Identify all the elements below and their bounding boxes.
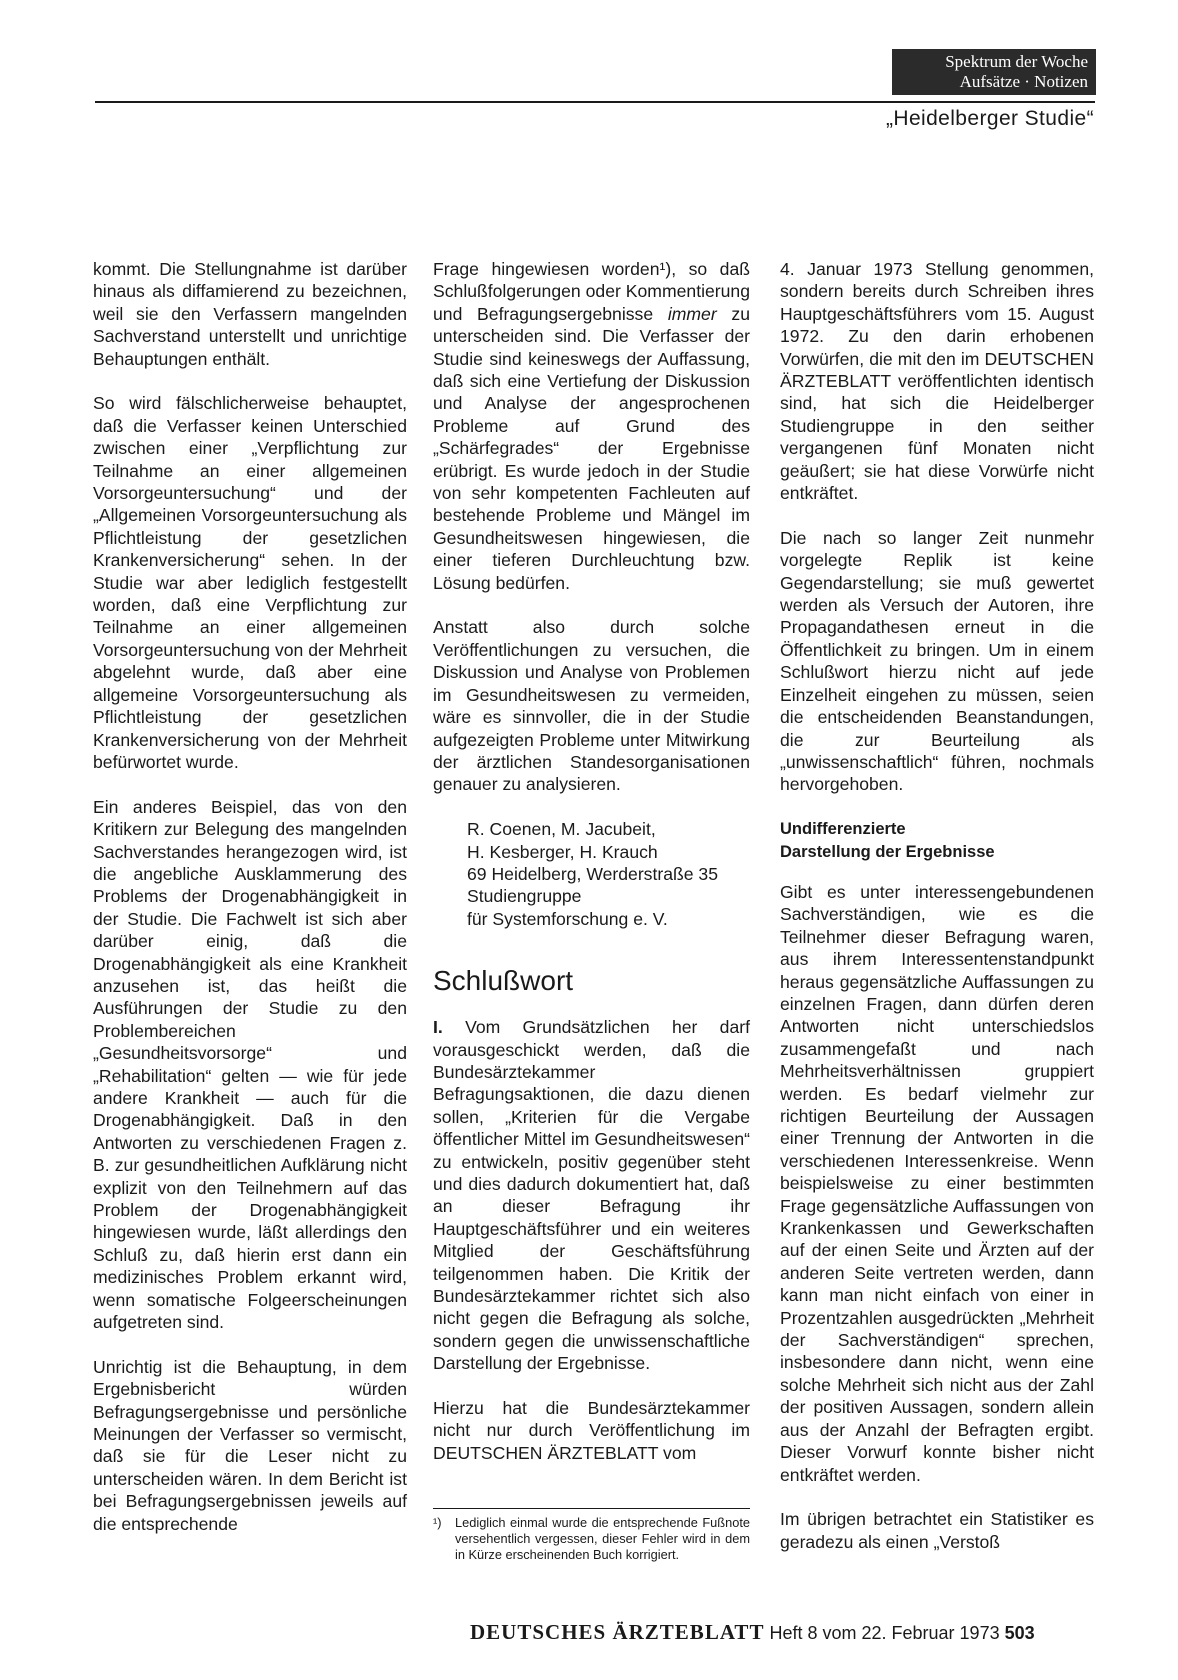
journal-name: DEUTSCHES ÄRZTEBLATT (470, 1620, 765, 1644)
text-run: Frage hingewiesen worden¹), so daß Schlußfolgerungen oder Kommentierung und Befragungsergebnisse (433, 259, 750, 324)
section-title: Schlußwort (433, 965, 574, 997)
running-title: „Heidelberger Studie“ (885, 107, 1094, 130)
signature-line: Studiengruppe (467, 886, 582, 907)
paragraph: kommt. Die Stellungnahme ist darüber hinaus als diffamierend zu bezeichnen, weil sie den Verfassern mangelnden Sachverstand unterstellt und unrichtige Behauptungen enthält. (93, 259, 407, 369)
signature-line: für Systemforschung e. V. (467, 908, 668, 929)
section-badge (892, 49, 1096, 95)
column-2 (433, 258, 750, 1487)
text-run: Vom Grundsätzlichen her darf vorausgeschickt werden, daß die Bundesärztekammer Befragungsaktionen, die dazu dienen sollen, „Kriterien für die Vergabe öffentlicher Mittel im Gesundheitswesen“ zu entwickeln, positiv gegenüber steht und dies dadurch dokumentiert hat, daß an dieser Befragung ihr Hauptgeschäftsführer und ein weiteres Mitglied der Geschäftsführung teilgenommen haben. Die Kritik der Bundesärztekammer richtet sich also nicht gegen die Befragung als solche, sondern gegen die unwissenschaftliche Darstellung der Ergebnisse. (433, 1017, 750, 1374)
paragraph: 4. Januar 1973 Stellung genommen, sondern bereits durch Schreiben ihres Hauptgeschäftsführers vom 15. August 1972. Zu den darin erhobenen Vorwürfen, die mit den im DEUTSCHEN ÄRZTEBLATT veröffentlichten identisch sind, hat sich die Heidelberger Studiengruppe in den seither vergangenen fünf Monaten nicht geäußert; sie hat diese Vorwürfe nicht entkräftet. (780, 259, 1094, 504)
paragraph: Gibt es unter interessengebundenen Sachverständigen, wie es die Teilnehmer dieser Befragung waren, aus ihrem Interessentenstandpunkt heraus gegensätzliche Auffassungen zu einzelnen Fragen, dann dürfen deren Antworten nicht unterschiedslos zusammengefaßt und nach Mehrheitsverhältnissen gruppiert werden. Es bedarf vielmehr zur richtigen Beurteilung der Aussagen einer Trennung der Antworten in die verschiedenen Interessenkreise. Wenn beispielsweise zu einer bestimmten Frage gegensätzliche Auffassungen von Krankenkassen und Gewerkschaften auf der einen Seite und Ärzten auf der anderen Seite vertreten werden, dann kann man nicht einfach von einer in Prozentzahlen ausgedrückten „Mehrheit der Sachverständigen“ sprechen, insbesondere dann nicht, wenn eine solche Mehrheit sich nicht aus der Zahl der positiven Aussagen, sondern allein aus der Anzahl der Befragten ergibt. Dieser Vorwurf konnte bisher nicht entkräftet werden. (780, 881, 1094, 1485)
subheading (780, 818, 1094, 863)
paragraph: Anstatt also durch solche Veröffentlichungen zu versuchen, die Diskussion und Analyse von Problemen im Gesundheitswesen zu vermeiden, wäre es sinnvoller, die in der Studie aufgezeigten Probleme unter Mitwirkung der ärztlichen Standesorganisationen genauer zu analysieren. (433, 617, 750, 795)
runin-numeral: I. (433, 1017, 443, 1038)
subheading-line: Darstellung der Ergebnisse (780, 842, 995, 861)
signature-line: 69 Heidelberg, Werderstraße 35 (467, 863, 719, 884)
paragraph: Die nach so langer Zeit nunmehr vorgelegte Replik ist keine Gegendarstellung; sie muß gewertet werden als Versuch der Autoren, ihre Propagandathesen erneut in die Öffentlichkeit zu bringen. Um in einem Schlußwort hierzu nicht auf jede Einzelheit eingehen zu müssen, seien die entscheidenden Beanstandungen, die zur Beurteilung als „unwissenschaftlich“ führen, nochmals hervorgehoben. (780, 527, 1094, 795)
footnote (433, 1508, 750, 1563)
footnote-mark: ¹) (433, 1515, 442, 1530)
paragraph (433, 1016, 750, 1375)
paragraph (433, 258, 750, 594)
author-signature (467, 818, 750, 930)
page-number: 503 (1004, 1623, 1035, 1643)
text-run: zu unterscheiden sind. Die Verfasser der Studie sind keineswegs der Auffassung, daß sich eine Vertiefung der Diskussion und Analyse der angesprochenen Probleme auf Grund des „Schärfegrades“ der Ergebnisse erübrigt. Es wurde jedoch in der Studie von sehr kompetenten Fachleuten auf bestehende Probleme und Mängel im Gesundheitswesen hingewiesen, die einer tieferen Durchleuchtung bzw. Lösung bedürfen. (433, 303, 750, 593)
paragraph: Unrichtig ist die Behauptung, in dem Ergebnisbericht würden Befragungsergebnisse und persönliche Meinungen der Verfasser so vermischt, daß sie für die Leser nicht zu unterscheiden wären. In dem Bericht ist bei Befragungsergebnissen jeweils auf die entsprechende (93, 1356, 407, 1534)
emphasis: immer (667, 303, 717, 324)
subheading-line: Undifferenzierte (780, 820, 906, 839)
signature-line: R. Coenen, M. Jacubeit, (467, 819, 656, 840)
paragraph: Im übrigen betrachtet ein Statistiker es geradezu als einen „Verstoß (780, 1509, 1094, 1552)
column-1 (93, 258, 407, 1558)
page-footer (470, 1620, 1035, 1645)
header-rule (95, 101, 1095, 103)
signature-line: H. Kesberger, H. Krauch (467, 841, 658, 862)
section-badge-line2: Aufsätze · Notizen (959, 72, 1088, 91)
paragraph: So wird fälschlicherweise behauptet, daß die Verfasser keinen Unterschied zwischen einer „Verpflichtung zur Teilnahme an einer allgemeinen Vorsorgeuntersuchung“ und der „Allgemeinen Vorsorgeuntersuchung als Pflichtleistung der gesetzlichen Krankenversicherung“ sehen. In der Studie war aber lediglich festgestellt worden, daß eine Verpflichtung zur Teilnahme an einer allgemeinen Vorsorgeuntersuchung von der Mehrheit abgelehnt wurde, daß aber eine allgemeine Vorsorgeuntersuchung als Pflichtleistung der gesetzlichen Krankenversicherung von der Mehrheit befürwortet wurde. (93, 393, 407, 772)
footnote-text: Lediglich einmal wurde die entsprechende Fußnote versehentlich vergessen, dieser Fehler wird in dem in Kürze erscheinenden Buch korrigiert. (455, 1515, 750, 1562)
column-3 (780, 258, 1094, 1576)
paragraph: Hierzu hat die Bundesärztekammer nicht nur durch Veröffentlichung im DEUTSCHEN ÄRZTEBLATT vom (433, 1398, 750, 1463)
section-badge-line1: Spektrum der Woche (945, 52, 1088, 71)
paragraph: Ein anderes Beispiel, das von den Kritikern zur Belegung des mangelnden Sachverstandes herangezogen wird, ist die angebliche Ausklammerung des Problems der Drogenabhängigkeit in der Studie. Die Fachwelt ist sich aber darüber einig, daß die Drogenabhängigkeit als eine Krankheit anzusehen ist, das heißt die Ausführungen der Studie zu den Problembereichen „Gesundheitsvorsorge“ und „Rehabilitation“ gelten — wie für jede andere Krankheit — auch für die Drogenabhängigkeit. Daß in den Antworten zu verschiedenen Fragen z. B. zur gesundheitlichen Aufklärung nicht explizit von den Teilnehmern auf das Problem der Drogenabhängigkeit hingewiesen wurde, läßt allerdings den Schluß zu, daß hierin erst dann ein medizinisches Problem erkannt wird, wenn somatische Folgeerscheinungen aufgetreten sind. (93, 796, 407, 1333)
issue-info: Heft 8 vom 22. Februar 1973 (769, 1623, 1000, 1643)
